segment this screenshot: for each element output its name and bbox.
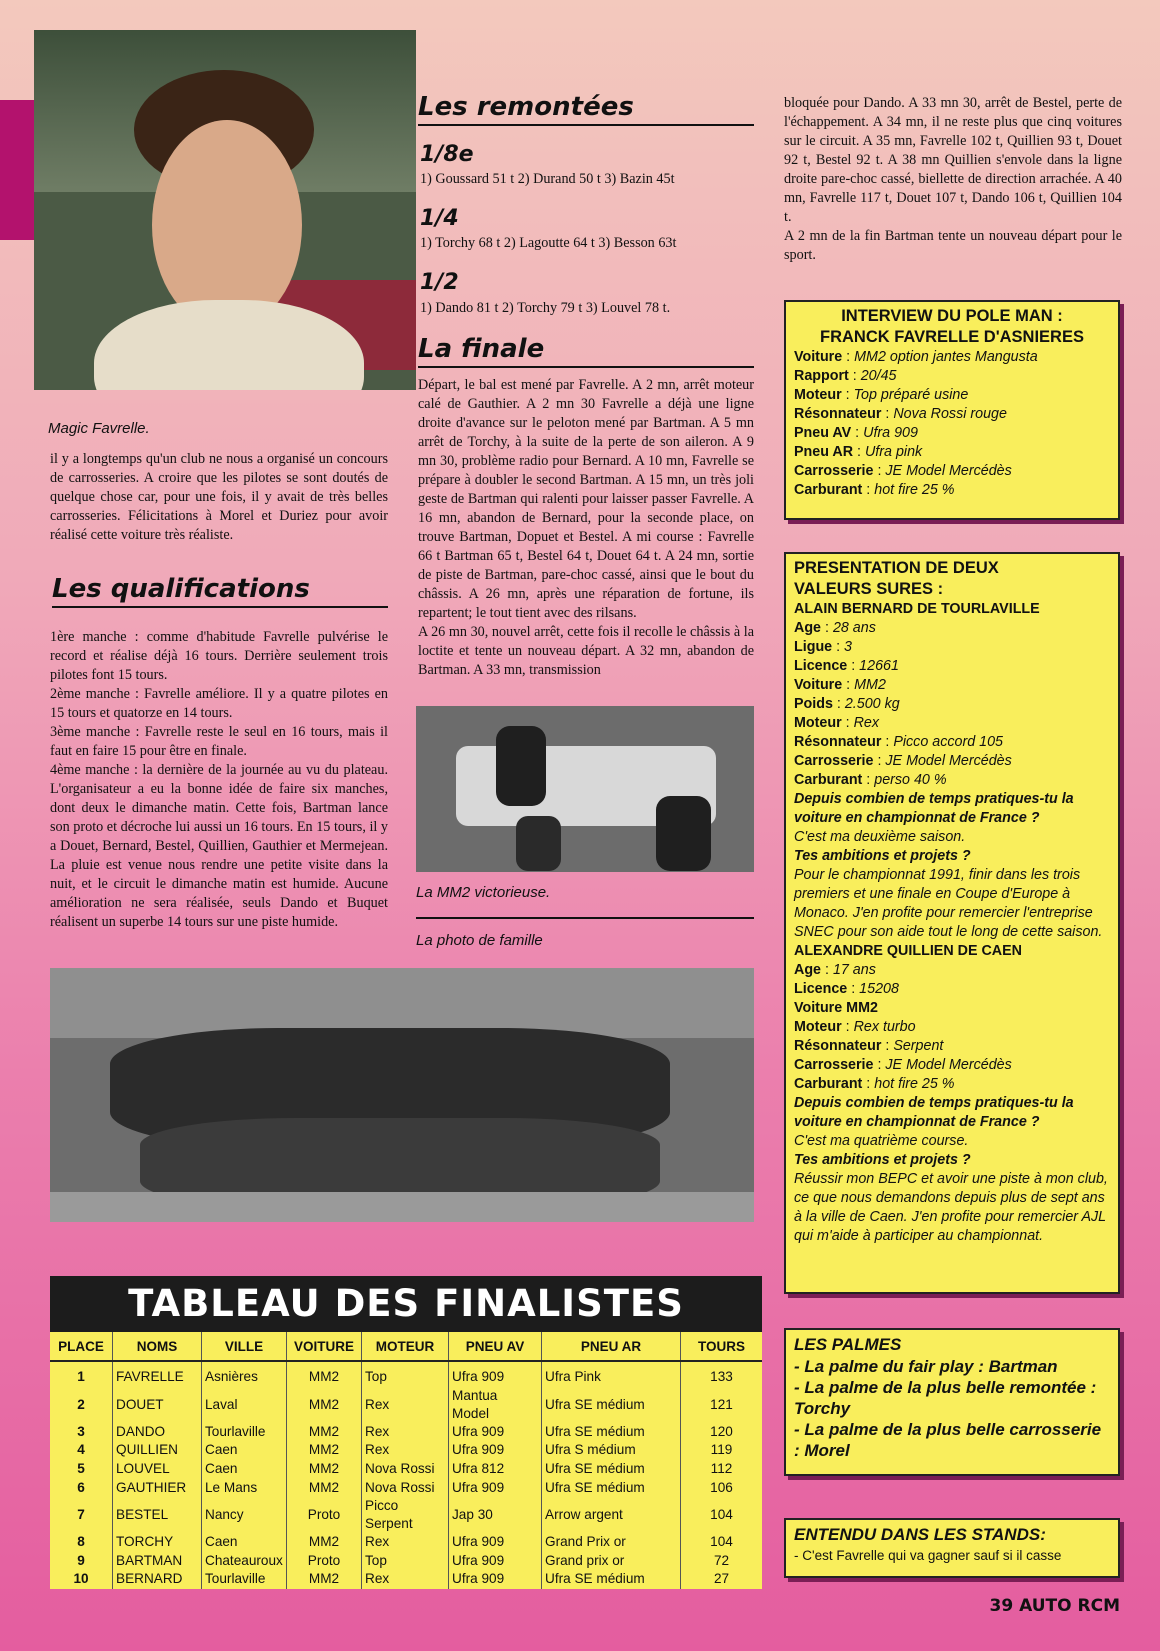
pilot-2-name: ALEXANDRE QUILLIEN DE CAEN	[794, 943, 1022, 959]
palme-item: - La palme de la plus belle remontée : Torchy	[794, 1378, 1097, 1418]
table-row	[50, 1387, 762, 1423]
interview-title-2: FRANCK FAVRELLE D'ASNIERES	[820, 328, 1084, 346]
pilot-2-question-1: Depuis combien de temps pratiques-tu la voiture en championnat de France ?	[794, 1095, 1074, 1130]
cell-moteur: Nova Rossi	[362, 1478, 449, 1497]
cell-moteur: Rex	[362, 1570, 449, 1589]
col-header: PNEU AV	[449, 1332, 542, 1361]
cell-name: DANDO	[113, 1423, 202, 1442]
cell-pneu-av: Ufra 909	[449, 1361, 542, 1387]
pilot-1-question-1: Depuis combien de temps pratiques-tu la voiture en championnat de France ?	[794, 791, 1074, 826]
pilot-2-answer-2: Réussir mon BEPC et avoir une piste à mon club, ce que nous demandons depuis plus de sept ans à la ville de Caen. J'en profite pour remercier AJL qui m'aide à participer au championnat.	[794, 1171, 1108, 1244]
cell-voiture: MM2	[287, 1361, 362, 1387]
cell-place: 4	[50, 1441, 113, 1460]
qualifications-text: 1ère manche : comme d'habitude Favrelle pulvérise le record et réalise déjà 16 tours. Derrière seulement trois pilotes font 15 tours. 2ème manche : Favrelle améliore. Il y a quatre pilotes en 15 tours et quatorze en 14 tours. 3ème manche : Favrelle reste le seul en 16 tours, mais il faut en faire 15 pour être en finale. 4ème manche : la dernière de la journée au vu du plateau. L'organisateur a eu la bonne idée de faire six manches, dont deux le dimanche matin. Cette fois, Bartman lance son proto et décroche lui aussi un 16 tours. En 15 tours, il y a Douet, Bernard, Bestel, Quillien, Gauthier et Mermejean. La pluie est venue nous rendre une petite visite dans la nuit, et le circuit le dimanche matin est humide. Aucune amélioration ne sera réalisée, seuls Dando et Buquet réalisent un superbe 14 tours sur une piste humide.	[50, 629, 388, 930]
pilot-2-question-2: Tes ambitions et projets ?	[794, 1152, 971, 1168]
pilot-1-field: Poids : 2.500 kg	[794, 696, 900, 712]
remontee-result-1-8: 1) Goussard 51 t 2) Durand 50 t 3) Bazin 45t	[420, 171, 675, 187]
pilot-2-field: Carburant : hot fire 25 %	[794, 1076, 955, 1092]
cell-voiture: MM2	[287, 1441, 362, 1460]
cell-name: LOUVEL	[113, 1460, 202, 1479]
pilot-2-field: Age : 17 ans	[794, 962, 876, 978]
cell-moteur: Rex	[362, 1387, 449, 1423]
pilot-2-field: Moteur : Rex turbo	[794, 1019, 916, 1035]
cell-pneu-av: Ufra 909	[449, 1478, 542, 1497]
col-header: TOURS	[681, 1332, 763, 1361]
cell-voiture: MM2	[287, 1460, 362, 1479]
stands-title: ENTENDU DANS LES STANDS:	[794, 1525, 1046, 1544]
table-header-row	[50, 1332, 762, 1361]
remontee-cat-1-8: 1/8e	[420, 142, 474, 167]
table-row	[50, 1552, 762, 1571]
cell-ville: Caen	[202, 1460, 287, 1479]
cell-pneu-av: Ufra 909	[449, 1441, 542, 1460]
palme-item: - La palme du fair play : Bartman	[794, 1357, 1058, 1376]
cell-pneu-av: Ufra 812	[449, 1460, 542, 1479]
cell-ville: Le Mans	[202, 1478, 287, 1497]
family-photo-caption: La photo de famille	[416, 932, 543, 949]
qualifications-heading: Les qualifications	[52, 574, 388, 608]
cell-place: 8	[50, 1533, 113, 1552]
table-row	[50, 1533, 762, 1552]
finale-text: Départ, le bal est mené par Favrelle. A 2 mn, arrêt moteur calé de Gauthier. A 2 mn 30 Favrelle a déjà une ligne droite d'avance sur le peloton mené par Bartman. A 5 mn arrêt de Torchy, à la suite de la perte de son aileron. A 9 mn 30, problème radio pour Bernard. A 10 mn, Favrelle se prépare à doubler le second Bartman. A 15 mn, un très joli geste de Bartman qui ralenti pour laisser passer Favrelle. A 16 mn, abandon de Bernard, pour la seconde place, on trouve Bartman, Dopuet et Bestel. A mi course : Favrelle 66 t Bartman 65 t, Bestel 64 t, Douet 64 t. A 24 mn, sortie de piste de Bartman, pare-choc cassé, ainsi que le bout du châssis. A 26 mn, après une réparation de fortune, ils repartent; le tout tient avec des rilsans. A 26 mn 30, nouvel arrêt, cette fois il recolle le châssis à la loctite et tente un nouveau départ. A 32 mn, abandon de Bartman. A 33 mn, transmission	[418, 377, 754, 678]
cell-pneu-av: Ufra 909	[449, 1533, 542, 1552]
finale-heading: La finale	[418, 334, 754, 368]
pilot-2-answer-1: C'est ma quatrième course.	[794, 1133, 969, 1149]
caption-divider	[416, 917, 754, 919]
cell-name: GAUTHIER	[113, 1478, 202, 1497]
cell-name: BARTMAN	[113, 1552, 202, 1571]
cell-place: 6	[50, 1478, 113, 1497]
car-caption: La MM2 victorieuse.	[416, 884, 551, 901]
cell-name: TORCHY	[113, 1533, 202, 1552]
right-column-text: bloquée pour Dando. A 33 mn 30, arrêt de Bestel, perte de l'échappement. A 34 mn, il ne reste plus que cinq voitures sur le circuit. A 35 mn, Favrelle 102 t, Quillien 93 t, Douet 92 t, Bestel 92 t. A 38 mn Quillien s'envole dans la ligne droite pare-choc cassé, biellette de direction arrachée. A 40 mn, Favrelle 117 t, Douet 107 t, Dando 106 t, Quillien 104 t. A 2 mn de la fin Bartman tente un nouveau départ pour le sport.	[784, 95, 1122, 263]
cell-pneu-av: Ufra 909	[449, 1552, 542, 1571]
cell-pneu-av: Ufra 909	[449, 1423, 542, 1442]
presentation-title-1: PRESENTATION DE DEUX	[794, 559, 999, 577]
pilot-1-answer-1: C'est ma deuxième saison.	[794, 829, 966, 845]
pilot-1-field: Carburant : perso 40 %	[794, 772, 947, 788]
cell-pneu-ar: Ufra S médium	[542, 1441, 681, 1460]
cell-pneu-ar: Ufra SE médium	[542, 1570, 681, 1589]
cell-tours: 104	[710, 1534, 733, 1550]
cell-pneu-ar: Ufra SE médium	[542, 1460, 681, 1479]
table-row	[50, 1361, 762, 1387]
cell-tours: 120	[710, 1423, 733, 1439]
car-photo	[416, 706, 754, 872]
interview-field: Pneu AV : Ufra 909	[794, 425, 918, 441]
cell-voiture: MM2	[287, 1478, 362, 1497]
portrait-photo	[34, 30, 416, 390]
cell-tours: 27	[713, 1571, 730, 1587]
cell-name: QUILLIEN	[113, 1441, 202, 1460]
page-footer: 39 AUTO RCM	[989, 1596, 1120, 1616]
cell-tours: 121	[710, 1396, 733, 1412]
cell-ville: Asnières	[202, 1361, 287, 1387]
cell-ville: Tourlaville	[202, 1423, 287, 1442]
cell-place: 5	[50, 1460, 113, 1479]
pilot-1-field: Résonnateur : Picco accord 105	[794, 734, 1003, 750]
cell-moteur: Rex	[362, 1423, 449, 1442]
cell-ville: Tourlaville	[202, 1570, 287, 1589]
cell-moteur: Top	[362, 1552, 449, 1571]
cell-ville: Laval	[202, 1387, 287, 1423]
pilot-1-field: Ligue : 3	[794, 639, 852, 655]
cell-pneu-ar: Ufra Pink	[542, 1361, 681, 1387]
cell-ville: Chateauroux	[202, 1552, 287, 1571]
portrait-caption: Magic Favrelle.	[48, 420, 150, 437]
cell-pneu-av: Jap 30	[449, 1497, 542, 1533]
finalists-table	[50, 1276, 762, 1587]
cell-pneu-ar: Ufra SE médium	[542, 1423, 681, 1442]
interview-field: Carrosserie : JE Model Mercédès	[794, 463, 1012, 479]
cell-voiture: MM2	[287, 1387, 362, 1423]
cell-voiture: MM2	[287, 1570, 362, 1589]
cell-pneu-av: Mantua Model	[449, 1387, 542, 1423]
cell-pneu-av: Ufra 909	[449, 1570, 542, 1589]
interview-box	[784, 300, 1120, 520]
pilot-2-field: Résonnateur : Serpent	[794, 1038, 944, 1054]
cell-tours: 119	[710, 1442, 733, 1458]
cell-voiture: Proto	[287, 1552, 362, 1571]
cell-place: 1	[50, 1361, 113, 1387]
pilot-1-field: Carrosserie : JE Model Mercédès	[794, 753, 1012, 769]
table-row	[50, 1423, 762, 1442]
cell-place: 7	[50, 1497, 113, 1533]
cell-name: FAVRELLE	[113, 1361, 202, 1387]
cell-place: 9	[50, 1552, 113, 1571]
cell-name: BERNARD	[113, 1570, 202, 1589]
cell-pneu-ar: Grand Prix or	[542, 1533, 681, 1552]
cell-voiture: MM2	[287, 1423, 362, 1442]
col-header: VOITURE	[287, 1332, 362, 1361]
pilot-1-field: Moteur : Rex	[794, 715, 880, 731]
cell-tours: 72	[713, 1552, 730, 1568]
cell-pneu-ar: Grand prix or	[542, 1552, 681, 1571]
pilot-2-field: Licence : 15208	[794, 981, 899, 997]
pilot-2-field: Carrosserie : JE Model Mercédès	[794, 1057, 1012, 1073]
interview-field: Moteur : Top préparé usine	[794, 387, 969, 403]
interview-title-1: INTERVIEW DU POLE MAN :	[841, 307, 1063, 325]
interview-field: Carburant : hot fire 25 %	[794, 482, 955, 498]
cell-moteur: Nova Rossi	[362, 1460, 449, 1479]
cell-place: 2	[50, 1387, 113, 1423]
pilot-2-voiture: Voiture MM2	[794, 1000, 878, 1016]
cell-place: 10	[50, 1570, 113, 1589]
remontee-cat-1-2: 1/2	[420, 270, 459, 295]
finalists-table-title: TABLEAU DES FINALISTES	[50, 1276, 762, 1332]
cell-tours: 106	[710, 1479, 733, 1495]
pilot-1-answer-2: Pour le championnat 1991, finir dans les trois premiers et une finale en Coupe d'Europe à Monaco. J'en profite pour remercier l'entreprise SNEC pour son aide tout le long de cette saison.	[794, 867, 1103, 940]
pilot-1-question-2: Tes ambitions et projets ?	[794, 848, 971, 864]
pilot-1-name: ALAIN BERNARD DE TOURLAVILLE	[794, 601, 1040, 617]
pilot-1-field: Voiture : MM2	[794, 677, 886, 693]
palmes-box	[784, 1328, 1120, 1476]
interview-field: Rapport : 20/45	[794, 368, 897, 384]
remontee-result-1-2: 1) Dando 81 t 2) Torchy 79 t 3) Louvel 78 t.	[420, 300, 671, 316]
interview-field: Résonnateur : Nova Rossi rouge	[794, 406, 1007, 422]
cell-voiture: Proto	[287, 1497, 362, 1533]
interview-field: Voiture : MM2 option jantes Mangusta	[794, 349, 1038, 365]
table-row	[50, 1441, 762, 1460]
cell-tours: 133	[710, 1369, 733, 1385]
table-row	[50, 1497, 762, 1533]
left-intro-text: il y a longtemps qu'un club ne nous a organisé un concours de carrosseries. A croire que les pilotes se sont doutés de quelque chose car, pour une fois, il y avait de très belles carrosseries. Félicitations à Morel et Duriez pour avoir réalisé cette voiture très réaliste.	[50, 451, 388, 543]
remontee-result-1-4: 1) Torchy 68 t 2) Lagoutte 64 t 3) Besson 63t	[420, 235, 677, 251]
presentation-title-2: VALEURS SURES :	[794, 580, 944, 598]
cell-moteur: Top	[362, 1361, 449, 1387]
pilot-1-field: Licence : 12661	[794, 658, 899, 674]
col-header: PLACE	[50, 1332, 113, 1361]
stands-text: - C'est Favrelle qui va gagner sauf si il casse	[794, 1548, 1062, 1563]
family-photo	[50, 968, 754, 1222]
pilot-1-field: Age : 28 ans	[794, 620, 876, 636]
cell-name: DOUET	[113, 1387, 202, 1423]
cell-moteur: Picco Serpent	[362, 1497, 449, 1533]
table-row	[50, 1460, 762, 1479]
cell-ville: Caen	[202, 1533, 287, 1552]
cell-moteur: Rex	[362, 1441, 449, 1460]
interview-field: Pneu AR : Ufra pink	[794, 444, 923, 460]
cell-ville: Caen	[202, 1441, 287, 1460]
remontees-heading: Les remontées	[418, 92, 754, 126]
cell-tours: 104	[710, 1506, 733, 1522]
col-header: VILLE	[202, 1332, 287, 1361]
table-row	[50, 1570, 762, 1589]
cell-name: BESTEL	[113, 1497, 202, 1533]
cell-moteur: Rex	[362, 1533, 449, 1552]
cell-voiture: MM2	[287, 1533, 362, 1552]
cell-pneu-ar: Arrow argent	[542, 1497, 681, 1533]
cell-place: 3	[50, 1423, 113, 1442]
cell-tours: 112	[710, 1461, 733, 1477]
col-header: PNEU AR	[542, 1332, 681, 1361]
cell-pneu-ar: Ufra SE médium	[542, 1387, 681, 1423]
table-row	[50, 1478, 762, 1497]
cell-ville: Nancy	[202, 1497, 287, 1533]
remontee-cat-1-4: 1/4	[420, 206, 459, 231]
palmes-title: LES PALMES	[794, 1335, 902, 1354]
stands-box	[784, 1518, 1120, 1578]
col-header: MOTEUR	[362, 1332, 449, 1361]
col-header: NOMS	[113, 1332, 202, 1361]
palme-item: - La palme de la plus belle carrosserie : Morel	[794, 1420, 1102, 1460]
cell-pneu-ar: Ufra SE médium	[542, 1478, 681, 1497]
presentation-box	[784, 552, 1120, 1294]
